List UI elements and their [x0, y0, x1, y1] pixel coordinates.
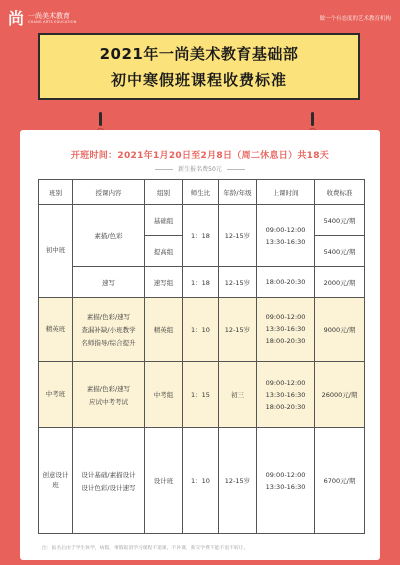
table-row: 初中班 素描/色彩 基础组 1：18 12-15岁 09:00-12:00 13:30-16:30 5400元/期: [39, 205, 365, 236]
table-row: 创意设计班 设计基础/素描设计 设计色彩/设计速写 设计班 1：10 12-15岁 09:00-12:00 13:30-16:30 6700元/期: [39, 428, 365, 534]
header-class: 班别: [39, 180, 73, 205]
header-content: 授课内容: [73, 180, 145, 205]
table-row: 精英班 素描/色彩/速写 查漏补缺/小班教学 名师指导/综合提升 精英组 1：10 12-15岁 09:00-12:00 13:30-16:30 18:00-20:30 9000元/期: [39, 297, 365, 361]
header-age: 年龄/年级: [219, 180, 257, 205]
footnote: 注：报名后由于学生休学，病假，事假取消学习课程不退课，不补课，新交学费不能不退不转让。: [42, 546, 249, 551]
brand-logo: [8, 8, 118, 30]
content-card: [20, 130, 380, 560]
title-box: [38, 33, 360, 100]
header-ratio: 师生比: [183, 180, 219, 205]
class-chuzhong: 初中班: [39, 205, 73, 298]
table-row: 速写 速写组 1：18 12-15岁 18:00-20:30 2000元/期: [39, 267, 365, 298]
logo-mark: 尚: [8, 9, 25, 28]
title-line-2: 初中寒假班课程收费标准: [110, 71, 287, 89]
brand-slogan: 做一个有态度的艺术教育机构: [319, 16, 391, 22]
table-row: 提高组 5400元/期: [39, 236, 365, 267]
brand-name: 一尚美术教育: [28, 12, 71, 21]
title-line-1: 2021年一尚美术教育基础部: [99, 45, 299, 63]
fee-table: [38, 179, 365, 534]
header-group: 组别: [145, 180, 183, 205]
class-zhongkao: 中考班: [39, 361, 73, 427]
class-chuangyi: 创意设计班: [39, 428, 73, 534]
brand-name-en: CHANG ARTS EDUCATION: [28, 19, 77, 24]
table-row: 中考班 素描/色彩/速写 应试中考考试 中考组 1：15 初三 09:00-12:00 13:30-16:30 18:00-20:30 26000元/期: [39, 361, 365, 427]
header-fee: 收费标准: [315, 180, 365, 205]
registration-fee-note: 新生报名费50元: [20, 164, 380, 173]
class-period: 开班时间：2021年1月20日至2月8日（周二休息日）共18天: [70, 151, 330, 161]
table-header-row: [39, 180, 365, 205]
header-time: 上课时间: [257, 180, 315, 205]
class-jingying: 精英班: [39, 297, 73, 361]
